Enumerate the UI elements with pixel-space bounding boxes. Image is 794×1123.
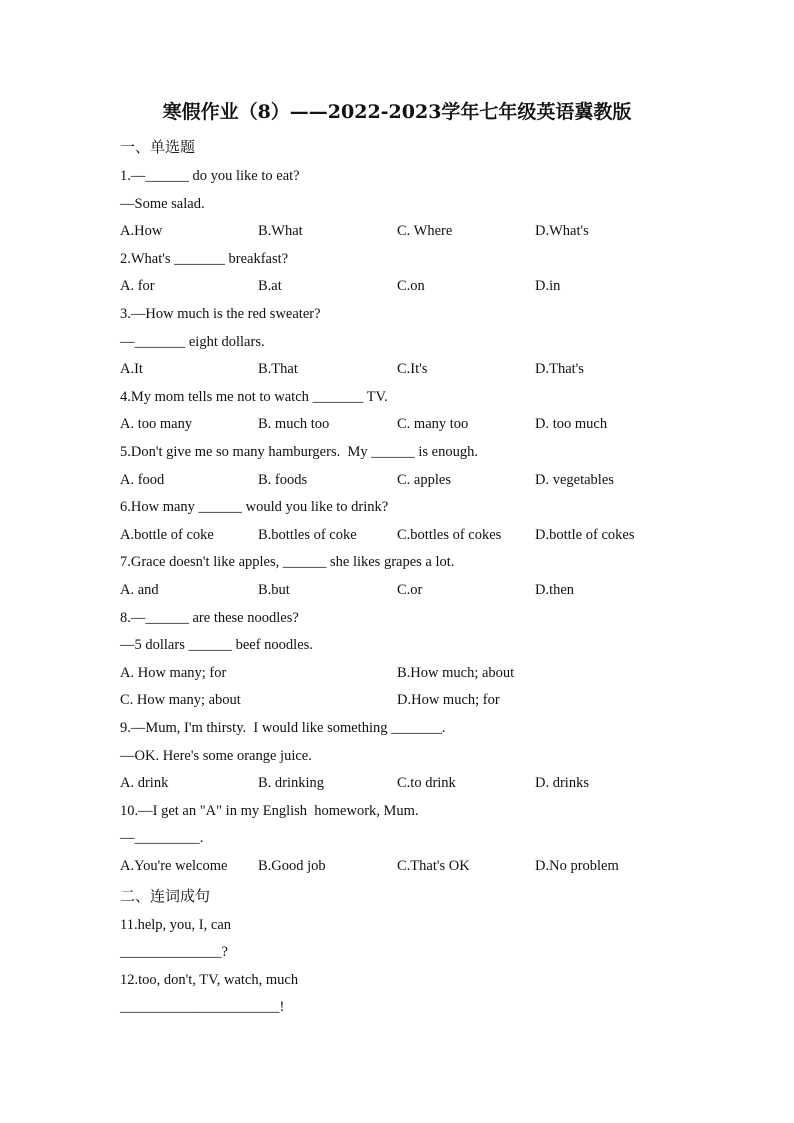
question-9-stem: 9.—Mum, I'm thirsty. I would like something _______. [120,720,446,736]
question-9-option-b: B. drinking [258,775,325,791]
question-2-stem: 2.What's _______ breakfast? [120,251,289,267]
question-2-option-b: B.at [258,278,282,294]
question-1-option-c: C. Where [397,223,453,239]
question-8-option-a: A. How many; for [120,665,227,681]
question-10-reply: —_________. [120,830,204,846]
question-9-reply: —OK. Here's some orange juice. [120,748,312,764]
question-5-option-d: D. vegetables [535,472,614,488]
question-10-option-b: B.Good job [258,858,326,874]
question-4-option-c: C. many too [397,416,469,432]
question-2-option-d: D.in [535,278,561,294]
question-9-option-c: C.to drink [397,775,456,791]
question-8-option-b: B.How much; about [397,665,515,681]
question-11-words: 11.help, you, I, can [120,917,232,933]
question-1-option-d: D.What's [535,223,589,239]
question-3-option-d: D.That's [535,361,584,377]
question-1-option-a: A.How [120,223,163,239]
question-2-option-c: C.on [397,278,425,294]
question-5-stem: 5.Don't give me so many hamburgers. My ______ is enough. [120,444,478,460]
question-12-answer-line: ______________________! [120,999,285,1015]
page-title: 寒假作业（8）——2022-2023学年七年级英语冀教版 [162,101,632,123]
question-7-option-b: B.but [258,582,290,598]
section-heading-sentence-building: 二、连词成句 [120,887,211,905]
question-8-reply: —5 dollars ______ beef noodles. [120,637,313,653]
question-12-words: 12.too, don't, TV, watch, much [120,972,299,988]
question-3-reply: —_______ eight dollars. [120,334,265,350]
question-6-stem: 6.How many ______ would you like to drink? [120,499,389,515]
question-8-option-c: C. How many; about [120,692,241,708]
section-heading-multiple-choice: 一、单选题 [120,138,196,156]
question-7-stem: 7.Grace doesn't like apples, ______ she likes grapes a lot. [120,554,455,570]
question-8-stem: 8.—______ are these noodles? [120,610,299,626]
question-7-option-d: D.then [535,582,575,598]
question-11-answer-line: ______________? [120,944,228,960]
question-5-option-c: C. apples [397,472,451,488]
question-6-option-a: A.bottle of coke [120,527,214,543]
question-4-option-a: A. too many [120,416,193,432]
question-6-option-d: D.bottle of cokes [535,527,635,543]
question-10-option-d: D.No problem [535,858,619,874]
question-9-option-d: D. drinks [535,775,589,791]
question-8-option-d: D.How much; for [397,692,500,708]
question-7-option-a: A. and [120,582,159,598]
question-10-option-c: C.That's OK [397,858,470,874]
question-1-reply: —Some salad. [120,196,205,212]
question-3-option-b: B.That [258,361,298,377]
question-9-option-a: A. drink [120,775,169,791]
question-5-option-a: A. food [120,472,165,488]
question-3-stem: 3.—How much is the red sweater? [120,306,321,322]
question-2-option-a: A. for [120,278,155,294]
question-3-option-a: A.It [120,361,143,377]
question-1-option-b: B.What [258,223,303,239]
question-10-option-a: A.You're welcome [120,858,228,874]
question-4-option-d: D. too much [535,416,608,432]
question-7-option-c: C.or [397,582,423,598]
question-1-stem: 1.—______ do you like to eat? [120,168,300,184]
question-3-option-c: C.It's [397,361,428,377]
question-5-option-b: B. foods [258,472,308,488]
question-10-stem: 10.—I get an "A" in my English homework, Mum. [120,803,419,819]
question-4-stem: 4.My mom tells me not to watch _______ TV. [120,389,388,405]
question-6-option-b: B.bottles of coke [258,527,357,543]
question-6-option-c: C.bottles of cokes [397,527,502,543]
question-4-option-b: B. much too [258,416,330,432]
